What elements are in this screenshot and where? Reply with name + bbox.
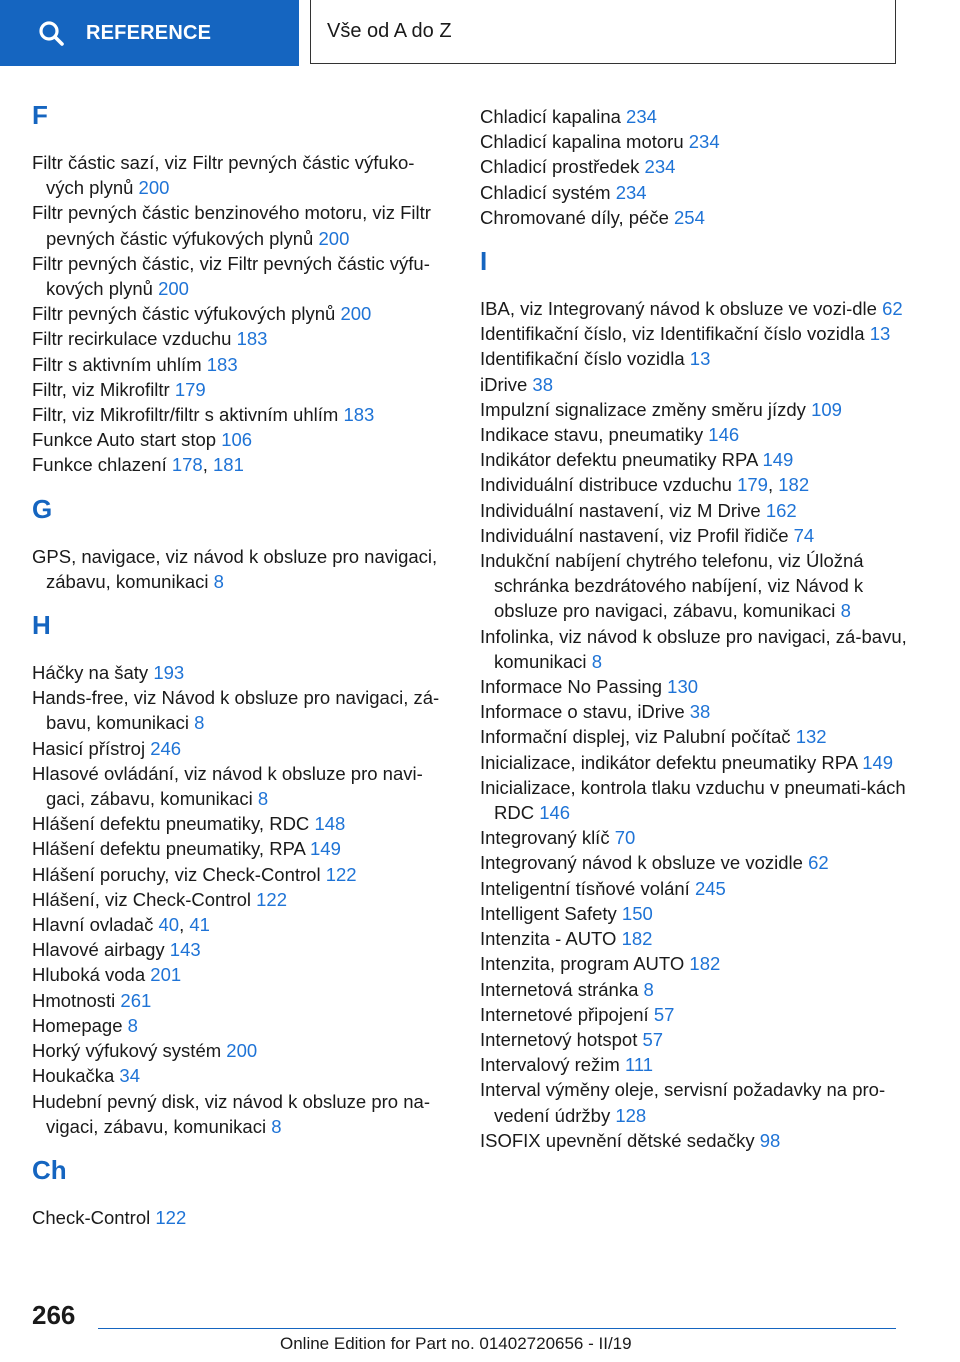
page-reference-link[interactable]: 146: [708, 424, 740, 446]
index-entry: [480, 825, 910, 850]
index-entry: [480, 951, 910, 976]
index-entry: [32, 427, 452, 452]
page-reference-link[interactable]: 162: [765, 499, 797, 521]
index-entry-text: Intervalový režim: [480, 1054, 620, 1076]
index-entry: [32, 352, 452, 377]
search-icon: [38, 20, 64, 46]
index-entry-text: Funkce Auto start stop: [32, 429, 217, 451]
page-reference-link[interactable]: 74: [793, 524, 815, 546]
index-entry-text: Impulzní signalizace změny směru jízdy: [480, 398, 806, 420]
index-entry: [32, 685, 452, 735]
index-entry-text: Chladicí systém: [480, 181, 611, 203]
index-entry-text: Intenzita, program AUTO: [480, 953, 685, 975]
page-reference-link[interactable]: 128: [615, 1104, 647, 1126]
index-entry: [480, 1052, 910, 1077]
page-reference-link[interactable]: 183: [206, 353, 238, 375]
page-reference-link[interactable]: 13: [689, 348, 711, 370]
page-reference-link[interactable]: 70: [614, 827, 636, 849]
page-reference-link[interactable]: 57: [642, 1028, 664, 1050]
page-reference-link[interactable]: 8: [271, 1115, 282, 1137]
index-entry: [32, 862, 452, 887]
footer-edition: Online Edition for Part no. 01402720656 - II/19: [280, 1334, 632, 1353]
page-reference-link[interactable]: 149: [762, 449, 794, 471]
page-reference-link[interactable]: 8: [257, 788, 269, 810]
index-entry: [32, 988, 452, 1013]
page-reference-link[interactable]: 8: [194, 712, 205, 734]
index-letter-heading: G: [32, 493, 53, 524]
page-reference-link[interactable]: 57: [653, 1003, 675, 1025]
page-reference-link[interactable]: 200: [226, 1040, 258, 1062]
index-entry: [480, 1128, 910, 1153]
page-reference-link[interactable]: 122: [325, 863, 357, 885]
index-entry: [480, 422, 910, 447]
index-entry-text: Informace o stavu, iDrive: [480, 701, 685, 723]
page-reference-link[interactable]: 200: [318, 227, 350, 249]
page-reference-link[interactable]: 34: [119, 1065, 140, 1087]
index-entry-text: Internetový hotspot: [480, 1028, 638, 1050]
index-entry-text: Informační displej, viz Palubní počítač: [480, 726, 791, 748]
index-entry-text: iDrive: [480, 373, 528, 395]
page-reference-link[interactable]: 182: [689, 953, 721, 975]
index-entry-text: Hands-free, viz Návod k obsluze pro navigaci, zá-bavu, komunikaci: [32, 687, 440, 734]
index-entry-text: Indikátor defektu pneumatiky RPA: [480, 449, 758, 471]
page-reference-link[interactable]: 234: [626, 106, 657, 127]
index-entry-text: Individuální nastavení, viz M Drive: [480, 499, 761, 521]
index-entry-text: Hlavové airbagy: [32, 939, 165, 961]
index-entry: [480, 372, 910, 397]
index-entry: [480, 699, 910, 724]
index-column-left: [32, 96, 452, 1246]
index-entry-text: Filtr pevných částic benzinového motoru, viz Filtr pevných částic výfukových plynů: [32, 202, 431, 249]
index-entry-text: Filtr, viz Mikrofiltr/filtr s aktivním uhlím: [32, 404, 339, 426]
page-reference-link[interactable]: 150: [621, 902, 653, 924]
page-reference-link[interactable]: 234: [615, 181, 647, 203]
index-entry: [480, 104, 910, 129]
index-entry-text: Intelligent Safety: [480, 902, 617, 924]
index-entry: [32, 301, 452, 326]
index-group: [480, 246, 910, 1153]
index-entry-text: Funkce chlazení: [32, 454, 167, 476]
page-reference-link[interactable]: 106: [221, 429, 253, 451]
index-entry: [480, 850, 910, 875]
index-entry-text: Chladicí kapalina: [480, 106, 621, 127]
index-entry-text: Intenzita - AUTO: [480, 928, 617, 950]
reference-tab[interactable]: [0, 0, 299, 66]
page-reference-link[interactable]: 193: [153, 662, 185, 684]
index-entry: [32, 1063, 452, 1088]
index-entry: [32, 326, 452, 351]
page-reference-link[interactable]: 182: [778, 474, 810, 496]
index-entry: [480, 548, 910, 624]
index-entry: [32, 544, 452, 594]
index-entry: [480, 1077, 910, 1127]
page-reference-link[interactable]: 201: [150, 964, 182, 986]
page-reference-link[interactable]: 111: [624, 1054, 654, 1076]
index-entry: [480, 321, 910, 346]
index-entry: [480, 1002, 910, 1027]
index-entry: [32, 1013, 452, 1038]
index-entry: Hlavní ovladač 40, 41: [32, 914, 210, 936]
section-title-text: Vše od A do Z: [327, 20, 452, 42]
page-reference-link[interactable]: 8: [643, 978, 654, 1000]
index-entry: [32, 377, 452, 402]
index-entry: [32, 811, 452, 836]
index-entry-text: Identifikační číslo vozidla: [480, 348, 685, 370]
page-reference-link[interactable]: 261: [120, 989, 152, 1011]
page-reference-link[interactable]: 130: [667, 676, 699, 698]
index-column-right: [480, 104, 910, 1169]
page-number: 266: [32, 1300, 76, 1330]
index-entry-text: Informace No Passing: [480, 676, 663, 698]
index-entry: [32, 1089, 452, 1139]
page-reference-link[interactable]: 234: [688, 131, 720, 153]
page-reference-link[interactable]: 41: [189, 914, 210, 936]
index-entry-text: Chromované díly, péče: [480, 206, 669, 228]
page-reference-link[interactable]: 62: [808, 852, 829, 874]
page-reference-link[interactable]: 183: [343, 404, 375, 426]
index-entry: [480, 523, 910, 548]
page-reference-link[interactable]: 146: [539, 802, 571, 824]
index-entry-text: Hudební pevný disk, viz návod k obsluze pro na-vigaci, zábavu, komunikaci: [32, 1090, 430, 1137]
page-reference-link[interactable]: 178: [171, 454, 203, 476]
index-entry-text: Inicializace, kontrola tlaku vzduchu v pneumati-kách RDC: [480, 776, 906, 824]
index-entry-text: Identifikační číslo, viz Identifikační číslo vozidla: [480, 323, 865, 345]
index-entry-text: Hmotnosti: [32, 989, 116, 1011]
index-entry: [32, 402, 452, 427]
page-reference-link[interactable]: 8: [840, 600, 851, 622]
page-reference-link[interactable]: 179: [737, 474, 768, 496]
index-entry-text: Filtr pevných částic, viz Filtr pevných částic výfu-kových plynů: [32, 252, 430, 300]
index-group: [480, 104, 910, 230]
page-reference-link[interactable]: 148: [314, 813, 346, 835]
page-reference-link[interactable]: 13: [869, 323, 891, 345]
index-entry-text: Homepage: [32, 1014, 123, 1036]
page-reference-link[interactable]: 122: [256, 888, 288, 910]
page-reference-link[interactable]: 179: [174, 378, 206, 400]
index-entry: [32, 150, 452, 200]
index-entry-text: Indukční nabíjení chytrého telefonu, viz Úložná schránka bezdrátového nabíjení, viz Návod k obsluze pro navigaci, zábavu, komunikaci: [480, 550, 864, 622]
index-entry-text: Hlášení defektu pneumatiky, RPA: [32, 838, 305, 860]
page-reference-link[interactable]: 245: [694, 877, 726, 899]
page-reference-link[interactable]: 38: [689, 701, 711, 723]
index-entry-text: Hasicí přístroj: [32, 737, 146, 759]
page-reference-link[interactable]: 149: [862, 751, 894, 773]
index-letter-heading: F: [32, 100, 48, 130]
index-entry-text: Interval výměny oleje, servisní požadavky na pro-vedení údržby: [480, 1079, 886, 1126]
page-reference-link[interactable]: 8: [213, 570, 224, 592]
index-entry-text: Filtr pevných částic výfukových plynů: [32, 303, 336, 325]
index-entry-text: Hluboká voda: [32, 964, 146, 986]
index-entry: [480, 180, 910, 205]
index-entry-text: Internetové připojení: [480, 1003, 649, 1025]
index-entry-text: Filtr částic sazí, viz Filtr pevných částic výfuko-vých plynů: [32, 152, 415, 199]
index-group: [32, 494, 452, 594]
index-entry: [480, 926, 910, 951]
page-reference-link[interactable]: 246: [150, 737, 182, 759]
index-entry: [480, 498, 910, 523]
index-entry-text: Chladicí kapalina motoru: [480, 131, 684, 153]
index-entry-text: Filtr, viz Mikrofiltr: [32, 378, 170, 400]
index-entry-text: Individuální distribuce vzduchu: [480, 474, 732, 496]
page-reference-link[interactable]: 109: [811, 398, 842, 420]
index-entry-text: Individuální nastavení, viz Profil řidiče: [480, 524, 789, 546]
reference-tab-label: REFERENCE: [86, 21, 212, 44]
index-entry-text: Check-Control: [32, 1206, 151, 1228]
index-entry: [480, 447, 910, 472]
index-entry: [480, 1027, 910, 1052]
page-reference-link[interactable]: 200: [158, 278, 189, 300]
page-reference-link[interactable]: 40: [158, 914, 180, 936]
index-entry-text: Hlavní ovladač: [32, 914, 154, 936]
page-reference-link[interactable]: 254: [674, 206, 705, 228]
page-reference-link[interactable]: 132: [795, 726, 827, 748]
index-entry-text: Inicializace, indikátor defektu pneumatiky RPA: [480, 751, 858, 773]
footer-divider: [98, 1328, 896, 1329]
index-entry: [480, 724, 910, 749]
index-entry: [32, 1038, 452, 1063]
page-reference-link[interactable]: 8: [591, 650, 602, 672]
index-group: [32, 610, 452, 1139]
index-entry-text: Horký výfukový systém: [32, 1040, 222, 1062]
index-letter-heading: I: [480, 246, 488, 277]
page-reference-link[interactable]: 143: [169, 939, 201, 961]
index-entry: [32, 836, 452, 861]
index-entry-text: Internetová stránka: [480, 978, 639, 1000]
index-entry: Individuální distribuce vzduchu 179, 182: [480, 474, 810, 496]
index-entry-text: GPS, navigace, viz návod k obsluze pro navigaci, zábavu, komunikaci: [32, 545, 438, 592]
section-title: [310, 0, 896, 64]
index-entry: [480, 624, 910, 674]
index-entry-text: Hlášení defektu pneumatiky, RDC: [32, 813, 310, 835]
index-entry-text: Inteligentní tísňové volání: [480, 877, 690, 899]
page-reference-link[interactable]: 181: [213, 454, 244, 476]
index-entry: [480, 397, 910, 422]
page-reference-link[interactable]: 62: [882, 298, 903, 320]
index-entry: [32, 761, 452, 811]
index-entry-text: Integrovaný návod k obsluze ve vozidle: [480, 852, 803, 874]
page-reference-link[interactable]: 149: [310, 838, 341, 860]
index-entry-text: Integrovaný klíč: [480, 827, 610, 849]
index-entry: [32, 200, 452, 250]
index-entry: [480, 129, 910, 154]
index-entry: [480, 346, 910, 371]
index-group: [32, 1155, 452, 1230]
page-reference-link[interactable]: 200: [340, 303, 372, 325]
index-entry-text: Indikace stavu, pneumatiky: [480, 424, 704, 446]
index-entry: [480, 775, 910, 825]
index-entry: [480, 876, 910, 901]
index-entry-text: Hlášení, viz Check-Control: [32, 888, 251, 910]
index-entry-text: Houkačka: [32, 1065, 115, 1087]
index-entry: [32, 736, 452, 761]
page-reference-link[interactable]: 183: [236, 328, 268, 350]
index-entry-text: ISOFIX upevnění dětské sedačky: [480, 1129, 755, 1151]
page-reference-link[interactable]: 98: [759, 1129, 781, 1151]
index-entry: [32, 937, 452, 962]
index-entry: [32, 660, 452, 685]
index-entry: [32, 251, 452, 301]
index-entry: Funkce chlazení 178, 181: [32, 454, 244, 476]
index-letter-heading: Ch: [32, 1154, 67, 1185]
index-entry-text: IBA, viz Integrovaný návod k obsluze ve vozi-dle: [480, 298, 877, 320]
page-reference-link[interactable]: 200: [138, 177, 170, 199]
page-reference-link[interactable]: 122: [155, 1206, 187, 1228]
index-entry-text: Hlášení poruchy, viz Check-Control: [32, 863, 321, 885]
index-entry: [480, 154, 910, 179]
index-entry: [480, 901, 910, 926]
index-entry-text: Chladicí prostředek: [480, 156, 640, 178]
index-entry: [480, 674, 910, 699]
page-reference-link[interactable]: 8: [127, 1014, 138, 1036]
page-reference-link[interactable]: 38: [532, 373, 553, 395]
index-entry-text: Infolinka, viz návod k obsluze pro navigaci, zá-bavu, komunikaci: [480, 625, 907, 672]
index-entry-text: Háčky na šaty: [32, 662, 149, 684]
index-entry: [480, 296, 910, 321]
index-entry-text: Hlasové ovládání, viz návod k obsluze pro navi-gaci, zábavu, komunikaci: [32, 762, 423, 810]
index-entry: [480, 750, 910, 775]
index-letter-heading: H: [32, 610, 51, 641]
index-entry: [480, 205, 910, 230]
index-entry-text: Filtr s aktivním uhlím: [32, 353, 202, 375]
index-entry: [32, 887, 452, 912]
index-group: [32, 100, 452, 478]
index-entry-text: Filtr recirkulace vzduchu: [32, 328, 232, 350]
page-reference-link[interactable]: 182: [621, 928, 653, 950]
index-entry: [32, 962, 452, 987]
index-entry: [480, 977, 910, 1002]
index-entry: [32, 1205, 452, 1230]
page-reference-link[interactable]: 234: [644, 156, 676, 178]
